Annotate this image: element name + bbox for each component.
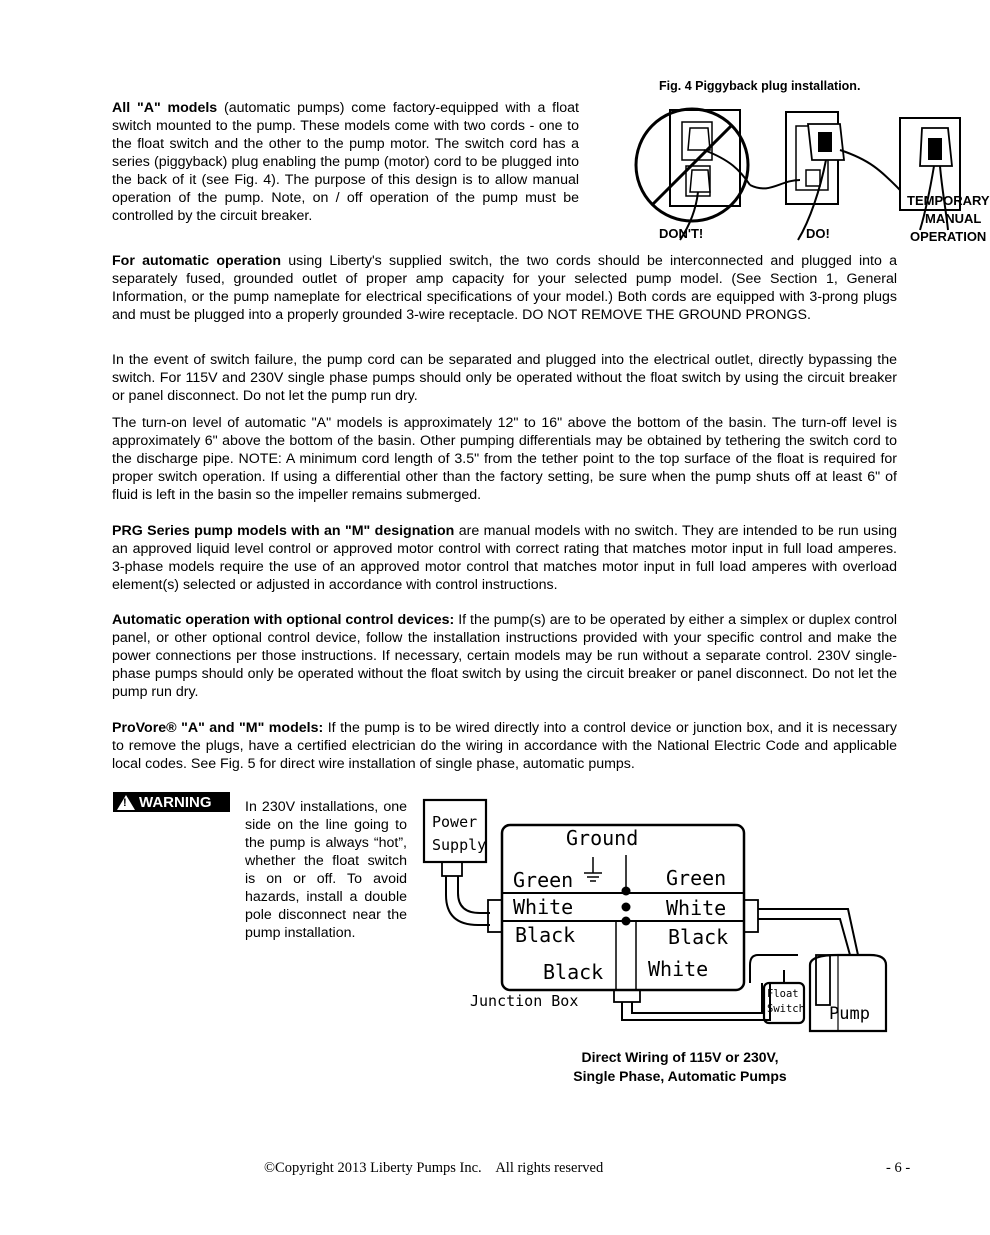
temporary-label: TEMPORARY MANUAL OPERATION bbox=[907, 193, 990, 244]
do-label: DO! bbox=[806, 226, 830, 241]
footer-page-number: - 6 - bbox=[886, 1160, 911, 1176]
junction-box-label: Junction Box bbox=[470, 992, 579, 1010]
paragraph-switch-failure: In the event of switch failure, the pump cord can be separated and plugged into the electrical outlet, directly bypassing the switch. For 115V and 230V single phase pumps should only be operated without the float switch by using the circuit breaker or panel disconnect. Do not let the pump run dry. bbox=[112, 352, 897, 404]
paragraph-optional-controls: Automatic operation with optional control devices: If the pump(s) are to be operated by either a simplex or duplex control panel, or other optional control device, follow the installation instructions provided with your specific control and make the power connections per those instructions. If necessary, certain models may be run without a separate control. 230V single-phase pumps should only be operated without the float switch by using the circuit breaker or panel disconnect. Do not let the pump run dry. bbox=[112, 612, 897, 700]
paragraph-provore: ProVore® "A" and "M" models: If the pump is to be wired directly into a control device or junction box, and it is necessary to remove the plugs, have a certified electrician do the wiring in accordance with the National Electric Code and applicable local codes. See Fig. 5 for direct wire installation of single phase, automatic pumps. bbox=[112, 720, 897, 772]
black-bottom-label: Black bbox=[543, 960, 604, 984]
dont-label: DON'T! bbox=[659, 226, 704, 241]
power-supply-label: Power Supply bbox=[432, 813, 487, 854]
do-outlet-icon bbox=[750, 112, 900, 240]
black-right-label: Black bbox=[668, 925, 729, 949]
ground-label: Ground bbox=[566, 826, 639, 850]
footer-copyright: ©Copyright 2013 Liberty Pumps Inc. All rights reserved bbox=[264, 1160, 604, 1176]
warning-badge: ! WARNING bbox=[113, 792, 230, 812]
fig5-caption: Direct Wiring of 115V or 230V, Single Phase, Automatic Pumps bbox=[573, 1049, 787, 1084]
white-bottom-label: White bbox=[648, 957, 709, 981]
warning-text: In 230V installations, one side on the line going to the pump is always “hot”, whether the float switch is on or off. To avoid hazards, install a double pole disconnect near the pump installation. bbox=[245, 799, 407, 941]
dont-outlet-icon bbox=[636, 109, 750, 240]
green-left-label: Green bbox=[513, 868, 574, 892]
paragraph-a-models: All "A" models (automatic pumps) come factory-equipped with a float switch mounted to the pump. These models come with two cords - one to the float switch and the other to the pump motor. The switch cord has a series (piggyback) plug enabling the pump (motor) cord to be plugged into the back of it (see Fig. 4). The purpose of this design is to allow manual operation of the pump. Note, on / off operation of the pump must be controlled by the circuit breaker. bbox=[112, 100, 579, 224]
float-switch-label: Float Switch bbox=[767, 988, 805, 1015]
white-left-label: White bbox=[513, 895, 574, 919]
black-left-label: Black bbox=[515, 923, 576, 947]
pump-label: Pump bbox=[829, 1004, 870, 1024]
fig4-title: Fig. 4 Piggyback plug installation. bbox=[659, 79, 861, 93]
paragraph-turn-on-level: The turn-on level of automatic "A" models is approximately 12" to 16" above the bottom of the basin. The turn-off level is approximately 6" above the bottom of the basin. Other pumping differentials may be obtained by tethering the switch cord to the discharge pipe. NOTE: A minimum cord length of 3.5" from the tether point to the top surface of the float is required for proper switch operation. If using a differential other than the factory setting, be sure when the pump shuts off at least 6" of fluid is left in the basin so the impeller remains submerged. bbox=[112, 415, 897, 503]
paragraph-automatic-operation: For automatic operation using Liberty's supplied switch, the two cords should be interconnected and plugged into a separately fused, grounded outlet of proper amp capacity for your selected pump model. (See Section 1, General Information, or the pump nameplate for electrical specifications of your model.) Both cords are equipped with 3-prong plugs and must be plugged into a properly grounded 3-wire receptacle. DO NOT REMOVE THE GROUND PRONGS. bbox=[112, 253, 897, 323]
warning-triangle-icon: ! bbox=[117, 795, 135, 810]
white-right-label: White bbox=[666, 896, 727, 920]
green-right-label: Green bbox=[666, 866, 727, 890]
paragraph-prg-series: PRG Series pump models with an "M" designation are manual models with no switch. They are intended to be run using an approved liquid level control or approved motor control with correct rating that matches motor input in full load amperes. 3-phase models require the use of an approved motor control that matches motor input in full load amperes with overload element(s) selected or adjusted in accordance with control instructions. bbox=[112, 523, 897, 593]
